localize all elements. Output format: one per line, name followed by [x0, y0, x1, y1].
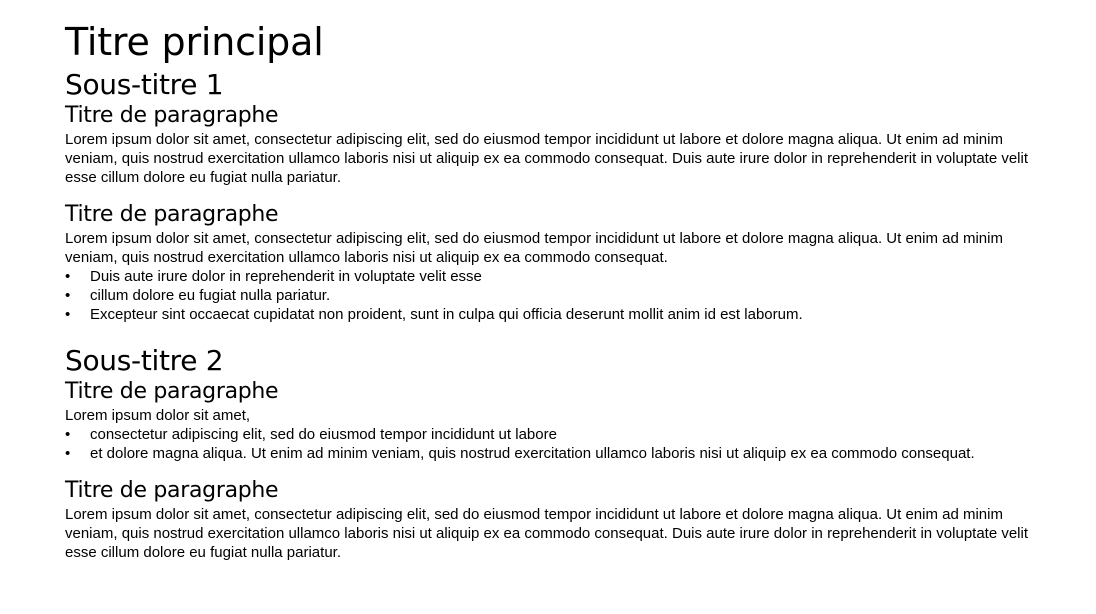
bullet-icon: • [65, 287, 71, 304]
list-item-text: Excepteur sint occaecat cupidatat non proident, sunt in culpa qui officia deserunt mollit anim id est laborum. [90, 306, 803, 323]
paragraph-block [65, 378, 1056, 463]
paragraph-heading: Titre de paragraphe [65, 478, 279, 503]
paragraph-heading: Titre de paragraphe [65, 379, 279, 404]
section-subtitle: Sous-titre 1 [65, 68, 224, 101]
paragraph-block [65, 201, 1056, 324]
list-item-text: consectetur adipiscing elit, sed do eiusmod tempor incididunt ut labore [90, 426, 557, 443]
bullet-icon: • [65, 306, 71, 323]
bullet-list [65, 425, 1056, 463]
bullet-icon: • [65, 268, 71, 285]
list-item-text: Duis aute irure dolor in reprehenderit in voluptate velit esse [90, 268, 482, 285]
paragraph-text: Lorem ipsum dolor sit amet, consectetur adipiscing elit, sed do eiusmod tempor incididunt ut labore et dolore magna aliqua. Ut enim ad minim veniam, quis nostrud exercitation ullamco laboris nisi ut aliquip ex ea commodo consequat. Duis aute irure dolor in reprehenderit in voluptate velit esse cillum dolore eu fugiat nulla pariatur. [65, 506, 1029, 561]
list-item-text: cillum dolore eu fugiat nulla pariatur. [90, 287, 331, 304]
bullet-icon: • [65, 426, 71, 443]
paragraph-text: Lorem ipsum dolor sit amet, [65, 407, 251, 424]
list-item-text: et dolore magna aliqua. Ut enim ad minim veniam, quis nostrud exercitation ullamco laboris nisi ut aliquip ex ea commodo consequat. [90, 445, 975, 462]
paragraph-heading: Titre de paragraphe [65, 202, 279, 227]
list-item [65, 267, 1056, 286]
paragraph-text: Lorem ipsum dolor sit amet, consectetur adipiscing elit, sed do eiusmod tempor incididunt ut labore et dolore magna aliqua. Ut enim ad minim veniam, quis nostrud exercitation ullamco laboris nisi ut aliquip ex ea commodo consequat. [65, 230, 1003, 266]
paragraph-text: Lorem ipsum dolor sit amet, consectetur adipiscing elit, sed do eiusmod tempor incididunt ut labore et dolore magna aliqua. Ut enim ad minim veniam, quis nostrud exercitation ullamco laboris nisi ut aliquip ex ea commodo consequat. Duis aute irure dolor in reprehenderit in voluptate velit esse cillum dolore eu fugiat nulla pariatur. [65, 131, 1029, 186]
bullet-list [65, 267, 1056, 324]
list-item [65, 444, 1056, 463]
section-subtitle: Sous-titre 2 [65, 344, 224, 377]
paragraph-heading: Titre de paragraphe [65, 103, 279, 128]
list-item [65, 425, 1056, 444]
list-item [65, 286, 1056, 305]
paragraph-block [65, 102, 1056, 187]
list-item [65, 305, 1056, 324]
paragraph-block [65, 477, 1056, 562]
bullet-icon: • [65, 445, 71, 462]
page-title: Titre principal [65, 20, 324, 64]
